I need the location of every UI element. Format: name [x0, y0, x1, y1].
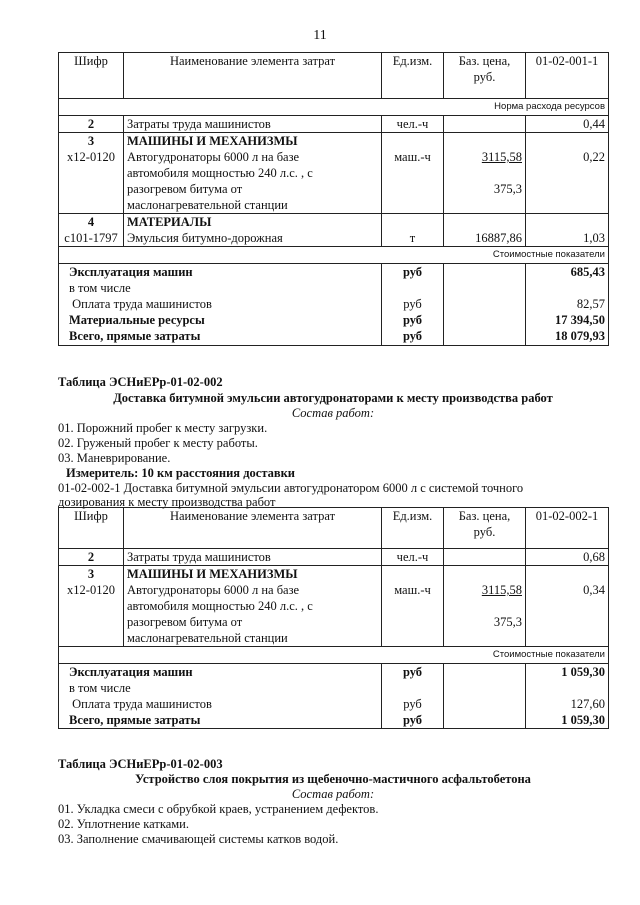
summary-value: 685,43 82,57 17 394,50 18 079,93: [526, 264, 609, 345]
header-price: Баз. цена, руб.: [444, 53, 526, 99]
table2-title: Таблица ЭСНиЕРр-01-02-002: [58, 375, 223, 389]
header-price: Баз. цена, руб.: [444, 508, 526, 549]
row-name-cont: разогревом битума от маслонагревательной станции: [124, 181, 382, 214]
work-step: 03. Маневрирование.: [58, 451, 171, 465]
header-name: Наименование элемента затрат: [124, 53, 382, 99]
row-num: 2: [59, 116, 124, 133]
table3-title: Таблица ЭСНиЕРр-01-02-003: [58, 757, 223, 771]
row-price: 3115,58: [444, 133, 526, 182]
summary-unit: руб руб руб: [382, 664, 444, 729]
header-code: Шифр: [59, 508, 124, 549]
row-price-2: 375,3: [444, 181, 526, 214]
summary-unit: руб руб руб руб: [382, 264, 444, 345]
header-name: Наименование элемента затрат: [124, 508, 382, 549]
row-name: МАШИНЫ И МЕХАНИЗМЫ Автогудронаторы 6000 л на базе автомобиля мощностью 240 л.с. , с: [124, 133, 382, 182]
header-unit: Ед.изм.: [382, 508, 444, 549]
cost-label: Стоимостные показатели: [59, 247, 609, 264]
row-name-cont: разогревом битума от маслонагревательной станции: [124, 614, 382, 647]
row-price: [444, 116, 526, 133]
norm-label: Норма расхода ресурсов: [59, 99, 609, 116]
resource-table-2: [58, 507, 609, 729]
page-number: 11: [313, 28, 327, 43]
row-unit: т: [382, 214, 444, 247]
row-price: 16887,86: [444, 214, 526, 247]
row-unit: маш.-ч: [382, 566, 444, 615]
rate-description: 01-02-002-1 Доставка битумной эмульсии автогудронатором 6000 л с системой точного: [58, 481, 524, 495]
work-step: 01. Укладка смеси с обрубкой краев, устранением дефектов.: [58, 802, 379, 816]
summary-label: Эксплуатация машин в том числе Оплата труда машинистов Материальные ресурсы Всего, прямые затраты: [59, 264, 382, 345]
summary-value: 1 059,30 127,60 1 059,30: [526, 664, 609, 729]
work-step: 02. Уплотнение катками.: [58, 817, 189, 831]
row-name: МАТЕРИАЛЫ Эмульсия битумно-дорожная: [124, 214, 382, 247]
row-unit: чел.-ч: [382, 116, 444, 133]
composition-label: Состав работ:: [291, 787, 375, 801]
work-step: 01. Порожний пробег к месту загрузки.: [58, 421, 268, 435]
composition-label: Состав работ:: [291, 406, 375, 420]
row-value: 0,22: [526, 133, 609, 182]
work-step: 03. Заполнение смачивающей системы катков водой.: [58, 832, 339, 846]
header-code: Шифр: [59, 53, 124, 99]
row-name: Затраты труда машинистов: [124, 116, 382, 133]
row-price: 3115,58: [444, 566, 526, 615]
row-num: 3 х12-0120: [59, 133, 124, 182]
cost-label: Стоимостные показатели: [59, 647, 609, 664]
row-num: 3 х12-0120: [59, 566, 124, 615]
row-num: 2: [59, 549, 124, 566]
header-unit: Ед.изм.: [382, 53, 444, 99]
resource-table-1: [58, 52, 609, 346]
meter-label: Измеритель: 10 км расстояния доставки: [66, 466, 296, 480]
row-price: [444, 549, 526, 566]
header-rate-code: 01-02-002-1: [526, 508, 609, 549]
row-value: 1,03: [526, 214, 609, 247]
row-name: Затраты труда машинистов: [124, 549, 382, 566]
row-value: 0,44: [526, 116, 609, 133]
row-unit: чел.-ч: [382, 549, 444, 566]
table2-heading: Доставка битумной эмульсии автогудронаторами к месту производства работ: [113, 391, 553, 405]
row-name: МАШИНЫ И МЕХАНИЗМЫ Автогудронаторы 6000 л на базе автомобиля мощностью 240 л.с. , с: [124, 566, 382, 615]
work-step: 02. Груженый пробег к месту работы.: [58, 436, 258, 450]
header-rate-code: 01-02-001-1: [526, 53, 609, 99]
table3-heading: Устройство слоя покрытия из щебеночно-мастичного асфальтобетона: [135, 772, 531, 786]
row-price-2: 375,3: [444, 614, 526, 647]
rate-description: дозирования к месту производства работ: [58, 495, 276, 509]
row-num: 4 с101-1797: [59, 214, 124, 247]
summary-label: Эксплуатация машин в том числе Оплата труда машинистов Всего, прямые затраты: [59, 664, 382, 729]
row-value: 0,34: [526, 566, 609, 615]
row-unit: маш.-ч: [382, 133, 444, 182]
row-value: 0,68: [526, 549, 609, 566]
